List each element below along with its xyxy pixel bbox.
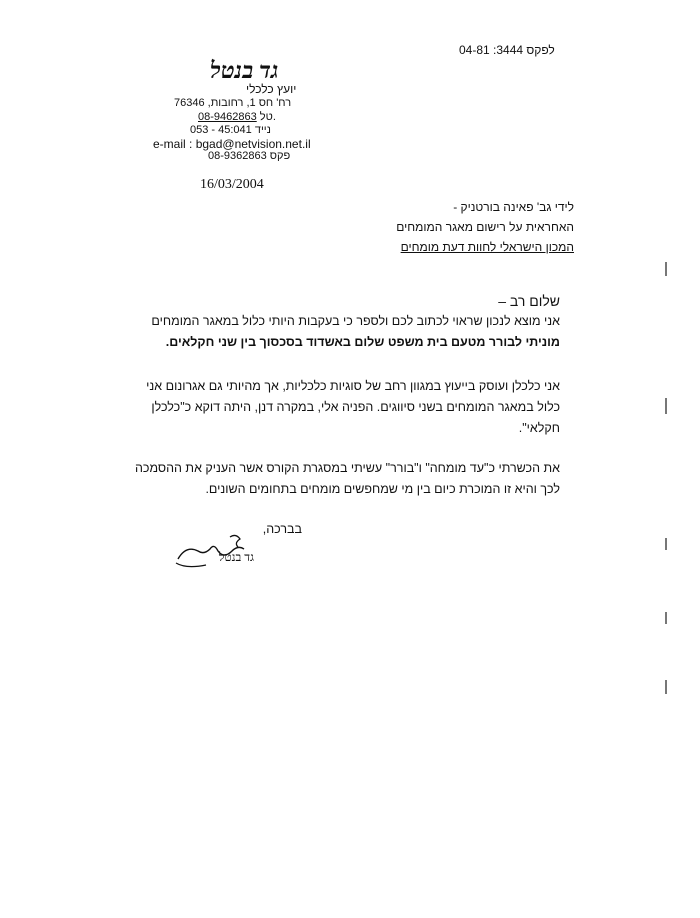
sender-email-value: bgad@netvision.net.il bbox=[195, 137, 311, 151]
sender-title: יועץ כלכלי bbox=[246, 82, 297, 96]
closing: בברכה, bbox=[262, 522, 302, 536]
scan-artifact bbox=[665, 680, 667, 694]
sender-mobile bbox=[190, 124, 271, 136]
sender-tel bbox=[198, 111, 276, 123]
sender-name: גד בנטל bbox=[210, 58, 279, 83]
sender-mobile-value: 053 - 45:041 bbox=[190, 124, 252, 136]
body-line: כלול במאגר המומחים בשני סיווגים. הפניה אלי, במקרה דנן, היתה דוקא כ"כלכלן bbox=[151, 400, 560, 414]
fax-header bbox=[455, 43, 555, 57]
greeting: שלום רב – bbox=[498, 293, 560, 309]
body-line: חקלאי". bbox=[518, 421, 560, 435]
sender-email bbox=[153, 137, 311, 151]
body-line: את הכשרתי כ"עד מומחה" ו"בורר" עשיתי במסגרת הקורס אשר העניק את ההסמכה bbox=[134, 461, 560, 475]
signature-name: גד בנטל bbox=[218, 550, 254, 564]
recipient-line-2: האחראית על רישום מאגר המומחים bbox=[396, 220, 574, 234]
scan-artifact bbox=[665, 538, 667, 550]
letter-date: 16/03/2004 bbox=[200, 177, 264, 192]
sender-mobile-label: נייד bbox=[254, 124, 271, 136]
sender-fax-label: פקס bbox=[269, 150, 291, 162]
scan-artifact bbox=[665, 398, 667, 414]
body-paragraph-1 bbox=[120, 311, 560, 353]
body-line: אני מוצא לנכון שראוי לכתוב לכם ולספר כי בעקבות היותי כלול במאגר המומחים bbox=[151, 314, 560, 328]
sender-address: רח' חס 1, רחובות, 76346 bbox=[174, 97, 292, 109]
sender-tel-value: 08-9462863 bbox=[198, 111, 257, 123]
scan-artifact bbox=[665, 262, 667, 276]
recipient-line-1: לידי גב' פאינה בורטניק - bbox=[453, 200, 574, 214]
scan-artifact bbox=[665, 612, 667, 624]
sender-tel-label: טל. bbox=[259, 111, 276, 123]
sender-fax-value: 08-9362863 bbox=[208, 150, 267, 162]
fax-label: לפקס bbox=[526, 43, 555, 57]
recipient-line-3: המכון הישראלי לחוות דעת מומחים bbox=[400, 240, 574, 254]
body-paragraph-3 bbox=[120, 458, 560, 500]
handwritten-signature bbox=[168, 531, 258, 571]
body-paragraph-2 bbox=[120, 376, 560, 439]
body-line: לכך והיא זו המוכרת כיום בין מי שמחפשים מומחים בתחומים השונים. bbox=[205, 482, 560, 496]
recipient-block bbox=[396, 200, 574, 260]
body-line: אני כלכלן ועוסק בייעוץ במגוון רחב של סוגיות כלכליות, אך מהיותי גם אגרונום אני bbox=[146, 379, 560, 393]
sender-email-label: e-mail : bbox=[153, 137, 193, 151]
fax-number: 04-81 :3444 bbox=[459, 43, 524, 57]
sender-fax bbox=[208, 150, 290, 162]
body-line: מוניתי לבורר מטעם בית משפט שלום באשדוד בסכסוך בין שני חקלאים. bbox=[165, 335, 560, 349]
